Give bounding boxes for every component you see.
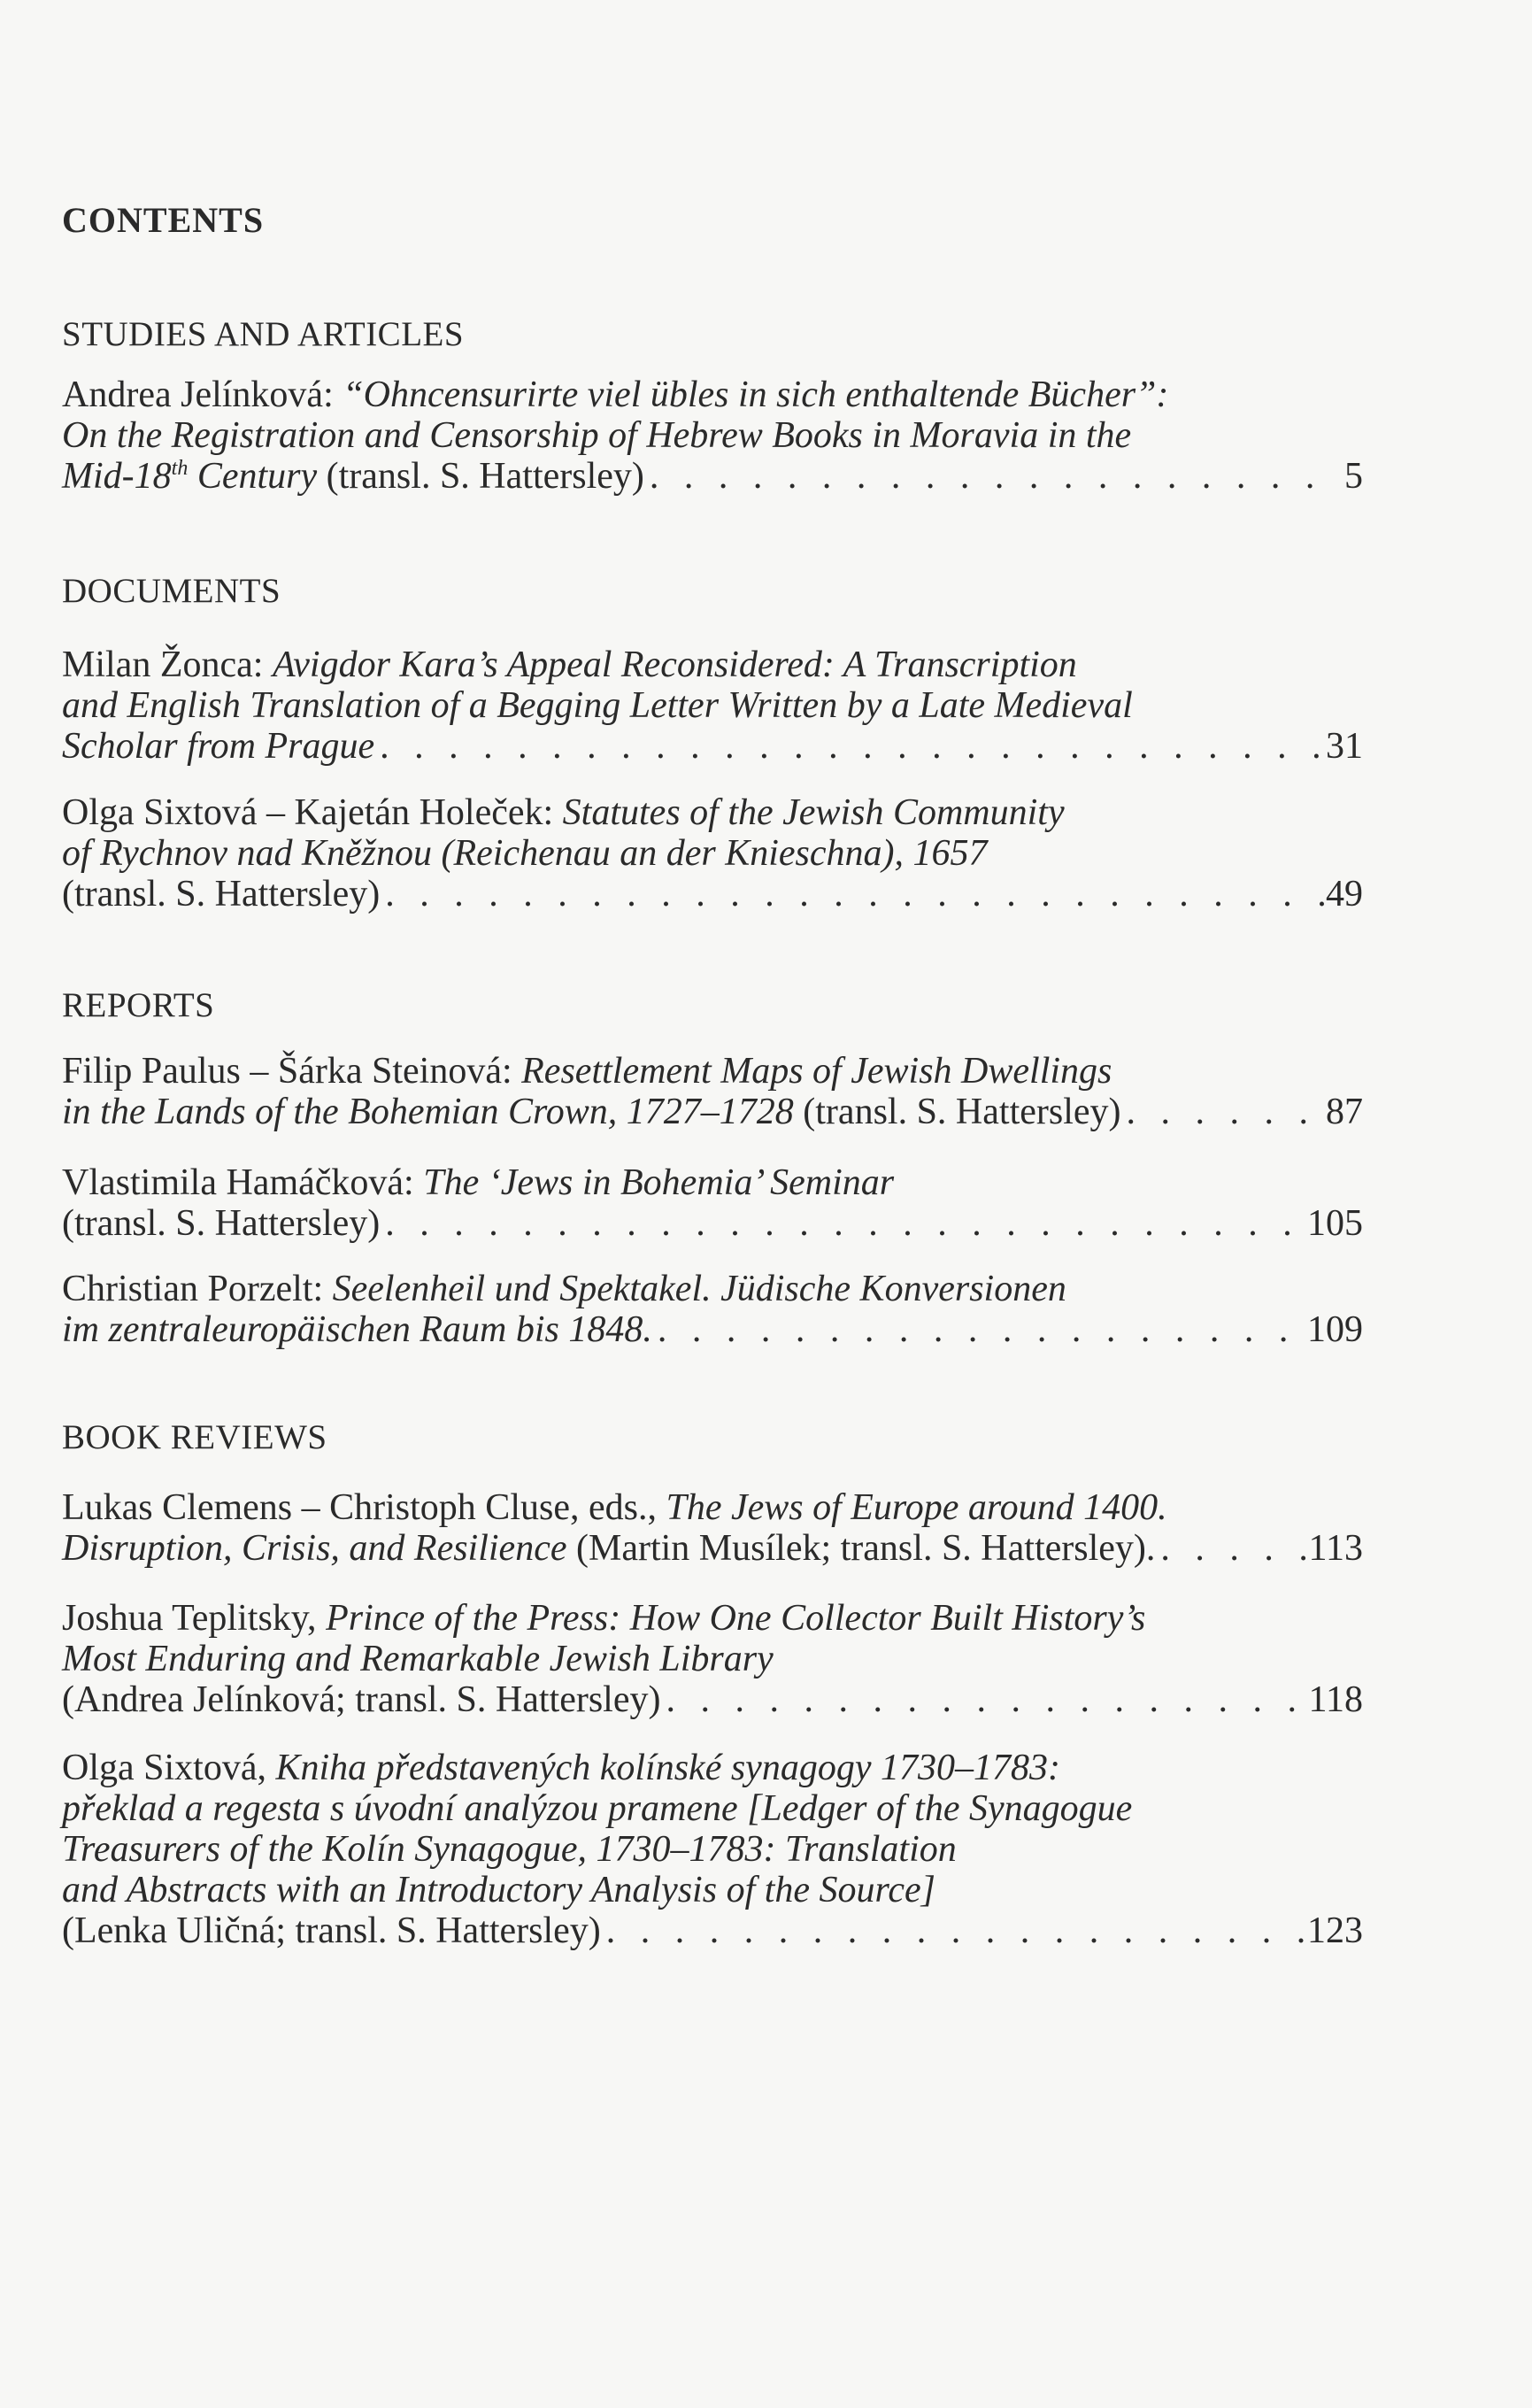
- entry-title: Disruption, Crisis, and Resilience: [62, 1528, 567, 1569]
- entry-translator: (Martin Musílek; transl. S. Hattersley).: [566, 1528, 1156, 1569]
- entry-title: and Abstracts with an Introductory Analysis of the Source]: [62, 1870, 935, 1910]
- dot-leader: [1155, 1528, 1308, 1569]
- page-title: CONTENTS: [62, 200, 265, 240]
- section-heading-documents: DOCUMENTS: [62, 572, 281, 610]
- entry-author: Andrea Jelínková:: [62, 374, 343, 415]
- entry-title: Mid-18: [62, 456, 172, 497]
- page-number: 87: [1326, 1092, 1363, 1132]
- toc-entry[interactable]: [62, 792, 1363, 915]
- page-number: 118: [1308, 1679, 1363, 1720]
- toc-entry[interactable]: [62, 1269, 1363, 1350]
- section-heading-book-reviews: BOOK REVIEWS: [62, 1418, 327, 1456]
- dot-leader: [380, 1203, 1307, 1244]
- dot-leader: [1121, 1092, 1326, 1132]
- dot-leader: [374, 726, 1326, 767]
- entry-author: Lukas Clemens – Christoph Cluse, eds.,: [62, 1487, 666, 1528]
- toc-entry[interactable]: [62, 1748, 1363, 1951]
- page-number: 123: [1307, 1910, 1363, 1951]
- entry-author: Olga Sixtová – Kajetán Holeček:: [62, 792, 563, 833]
- dot-leader: [660, 1679, 1308, 1720]
- page-number: 49: [1326, 874, 1363, 915]
- entry-title: Century: [188, 456, 318, 497]
- page-number: 105: [1307, 1203, 1363, 1244]
- entry-title: in the Lands of the Bohemian Crown, 1727–1728: [62, 1092, 794, 1132]
- entry-title: Resettlement Maps of Jewish Dwellings: [521, 1051, 1112, 1092]
- entry-title: of Rychnov nad Kněžnou (Reichenau an der Knieschna), 1657: [62, 833, 988, 874]
- toc-entry[interactable]: [62, 374, 1363, 497]
- page-number: 5: [1344, 456, 1363, 497]
- entry-author: Filip Paulus – Šárka Steinová:: [62, 1051, 522, 1092]
- entry-title: Scholar from Prague: [62, 726, 375, 767]
- entry-title: překlad a regesta s úvodní analýzou pramene [Ledger of the Synagogue: [62, 1788, 1133, 1829]
- entry-translator: (Lenka Uličná; transl. S. Hattersley): [62, 1910, 601, 1951]
- toc-entry[interactable]: [62, 1051, 1363, 1132]
- dot-leader: [644, 456, 1328, 497]
- toc-entry[interactable]: [62, 644, 1363, 767]
- entry-author: Christian Porzelt:: [62, 1269, 333, 1309]
- dot-leader: [652, 1309, 1307, 1350]
- entry-title: im zentraleuropäischen Raum bis 1848.: [62, 1309, 652, 1350]
- entry-title: “Ohncensurirte viel übles in sich enthaltende Bücher”:: [343, 374, 1169, 415]
- page-number: 109: [1307, 1309, 1363, 1350]
- entry-author: Olga Sixtová,: [62, 1748, 276, 1788]
- entry-author: Milan Žonca:: [62, 644, 273, 685]
- entry-title: Statutes of the Jewish Community: [562, 792, 1065, 833]
- entry-title: The ‘Jews in Bohemia’ Seminar: [423, 1162, 895, 1203]
- entry-title: Avigdor Kara’s Appeal Reconsidered: A Transcription: [272, 644, 1077, 685]
- entry-title: Most Enduring and Remarkable Jewish Library: [62, 1639, 774, 1679]
- entry-title: Prince of the Press: How One Collector Built History’s: [326, 1598, 1146, 1639]
- toc-entry[interactable]: [62, 1162, 1363, 1244]
- entry-translator: (transl. S. Hattersley): [62, 874, 381, 915]
- section-heading-reports: REPORTS: [62, 986, 215, 1024]
- entry-title: On the Registration and Censorship of Hebrew Books in Moravia in the: [62, 415, 1132, 456]
- entry-title: Seelenheil und Spektakel. Jüdische Konversionen: [332, 1269, 1066, 1309]
- toc-entry[interactable]: [62, 1598, 1363, 1720]
- section-heading-studies: STUDIES AND ARTICLES: [62, 315, 465, 353]
- page-number: 113: [1308, 1528, 1363, 1569]
- entry-translator: (transl. S. Hattersley): [793, 1092, 1121, 1132]
- dot-leader: [601, 1910, 1307, 1951]
- entry-author: Joshua Teplitsky,: [62, 1598, 327, 1639]
- dot-leader: [380, 874, 1326, 915]
- entry-title: Kniha představených kolínské synagogy 1730–1783:: [275, 1748, 1060, 1788]
- entry-title: The Jews of Europe around 1400.: [666, 1487, 1167, 1528]
- toc-entry[interactable]: [62, 1487, 1363, 1569]
- entry-translator: (transl. S. Hattersley): [62, 1203, 381, 1244]
- entry-title-superscript: th: [171, 457, 189, 480]
- entry-translator: (Andrea Jelínková; transl. S. Hattersley): [62, 1679, 661, 1720]
- entry-title: Treasurers of the Kolín Synagogue, 1730–1783: Translation: [62, 1829, 957, 1870]
- page-number: 31: [1326, 726, 1363, 767]
- entry-title: and English Translation of a Begging Letter Written by a Late Medieval: [62, 685, 1133, 726]
- entry-translator: (transl. S. Hattersley): [317, 456, 644, 497]
- entry-author: Vlastimila Hamáčková:: [62, 1162, 424, 1203]
